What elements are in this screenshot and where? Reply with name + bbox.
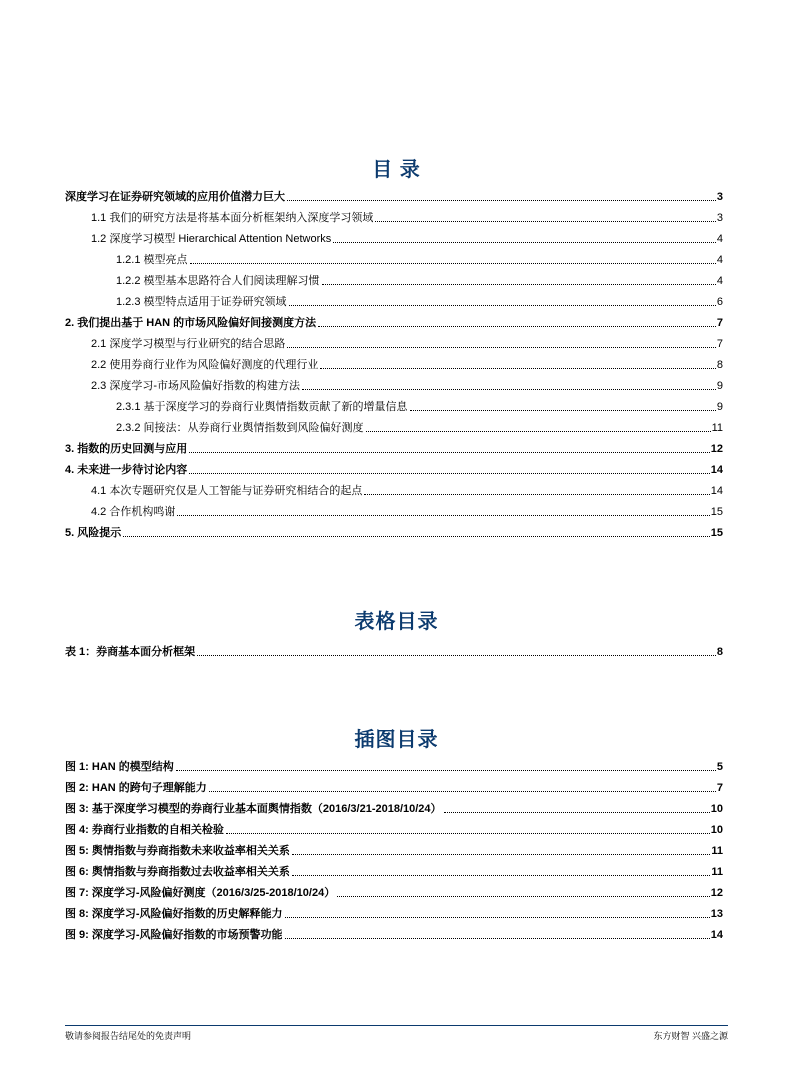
toc-entry[interactable] bbox=[65, 435, 723, 456]
entry-page-number: 10 bbox=[710, 803, 723, 815]
toc-title: 目 录 bbox=[372, 159, 421, 181]
entry-page-number: 9 bbox=[716, 401, 723, 413]
toc-entry[interactable] bbox=[65, 477, 723, 498]
entry-page-number: 5 bbox=[716, 761, 723, 773]
entry-page-number: 7 bbox=[716, 317, 723, 329]
dot-leader bbox=[375, 221, 716, 222]
entry-page-number: 3 bbox=[716, 191, 723, 203]
toc-entry[interactable] bbox=[65, 456, 723, 477]
toc-entry[interactable] bbox=[65, 795, 723, 816]
entry-page-number: 14 bbox=[710, 929, 723, 941]
toc-entry[interactable] bbox=[65, 753, 723, 774]
entry-label: 图 2: HAN 的跨句子理解能力 bbox=[65, 782, 207, 794]
entry-page-number: 13 bbox=[710, 908, 723, 920]
entry-label: 2. 我们提出基于 HAN 的市场风险偏好间接测度方法 bbox=[65, 317, 317, 329]
dot-leader bbox=[189, 452, 710, 453]
entry-page-number: 11 bbox=[711, 866, 723, 878]
dot-leader bbox=[177, 515, 709, 516]
toc-entry[interactable] bbox=[65, 816, 723, 837]
toc-entry[interactable] bbox=[65, 183, 723, 204]
toc-entry[interactable] bbox=[65, 414, 723, 435]
toc-entry[interactable] bbox=[65, 858, 723, 879]
dot-leader bbox=[322, 284, 716, 285]
toc-entry[interactable] bbox=[65, 330, 723, 351]
entry-page-number: 8 bbox=[716, 646, 723, 658]
toc-entry[interactable] bbox=[65, 498, 723, 519]
toc-entry[interactable] bbox=[65, 921, 723, 942]
list-of-figures bbox=[65, 753, 723, 942]
toc-entry[interactable] bbox=[65, 246, 723, 267]
entry-label: 1.1 我们的研究方法是将基本面分析框架纳入深度学习领域 bbox=[91, 212, 374, 224]
entry-page-number: 7 bbox=[716, 782, 723, 794]
entry-label: 图 3: 基于深度学习模型的券商行业基本面舆情指数（2016/3/21-2018/10/24） bbox=[65, 803, 442, 815]
entry-page-number: 4 bbox=[716, 275, 723, 287]
table-of-contents bbox=[65, 183, 723, 540]
toc-entry[interactable] bbox=[65, 288, 723, 309]
dot-leader bbox=[366, 431, 711, 432]
dot-leader bbox=[197, 655, 716, 656]
entry-label: 深度学习在证券研究领域的应用价值潜力巨大 bbox=[65, 191, 285, 203]
entry-page-number: 9 bbox=[716, 380, 723, 392]
toc-entry[interactable] bbox=[65, 393, 723, 414]
toc-entry[interactable] bbox=[65, 879, 723, 900]
dot-leader bbox=[190, 263, 716, 264]
entry-label: 1.2.3 模型特点适用于证券研究领域 bbox=[116, 296, 287, 308]
entry-page-number: 3 bbox=[716, 212, 723, 224]
entry-page-number: 12 bbox=[710, 887, 723, 899]
entry-label: 图 9: 深度学习-风险偏好指数的市场预警功能 bbox=[65, 929, 283, 941]
toc-entry[interactable] bbox=[65, 837, 723, 858]
entry-page-number: 11 bbox=[711, 845, 723, 857]
entry-label: 图 8: 深度学习-风险偏好指数的历史解释能力 bbox=[65, 908, 283, 920]
entry-page-number: 14 bbox=[710, 485, 723, 497]
dot-leader bbox=[287, 347, 716, 348]
dot-leader bbox=[209, 791, 716, 792]
toc-entry[interactable] bbox=[65, 204, 723, 225]
dot-leader bbox=[285, 938, 710, 939]
entry-page-number: 4 bbox=[716, 254, 723, 266]
entry-label: 3. 指数的历史回测与应用 bbox=[65, 443, 188, 455]
entry-label: 2.3.2 间接法：从券商行业舆情指数到风险偏好测度 bbox=[116, 422, 364, 434]
entry-page-number: 6 bbox=[716, 296, 723, 308]
dot-leader bbox=[444, 812, 710, 813]
dot-leader bbox=[226, 833, 710, 834]
entry-label: 1.2.1 模型亮点 bbox=[116, 254, 188, 266]
entry-label: 图 5: 舆情指数与券商指数未来收益率相关关系 bbox=[65, 845, 290, 857]
entry-label: 2.2 使用券商行业作为风险偏好测度的代理行业 bbox=[91, 359, 319, 371]
dot-leader bbox=[292, 854, 710, 855]
entry-label: 2.3 深度学习-市场风险偏好指数的构建方法 bbox=[91, 380, 301, 392]
entry-page-number: 11 bbox=[711, 422, 723, 434]
entry-label: 图 4: 券商行业指数的自相关检验 bbox=[65, 824, 224, 836]
dot-leader bbox=[287, 200, 716, 201]
toc-entry[interactable] bbox=[65, 774, 723, 795]
entry-label: 5. 风险提示 bbox=[65, 527, 122, 539]
entry-label: 4.2 合作机构鸣谢 bbox=[91, 506, 176, 518]
entry-page-number: 12 bbox=[710, 443, 723, 455]
dot-leader bbox=[333, 242, 716, 243]
dot-leader bbox=[337, 896, 710, 897]
tables-title: 表格目录 bbox=[354, 611, 439, 633]
entry-label: 4.1 本次专题研究仅是人工智能与证券研究相结合的起点 bbox=[91, 485, 363, 497]
dot-leader bbox=[364, 494, 709, 495]
entry-page-number: 8 bbox=[716, 359, 723, 371]
toc-entry[interactable] bbox=[65, 372, 723, 393]
entry-label: 4. 未来进一步待讨论内容 bbox=[65, 464, 188, 476]
entry-label: 1.2 深度学习模型 Hierarchical Attention Networks bbox=[91, 233, 332, 245]
entry-page-number: 4 bbox=[716, 233, 723, 245]
toc-entry[interactable] bbox=[65, 519, 723, 540]
list-of-tables bbox=[65, 638, 723, 659]
entry-label: 2.3.1 基于深度学习的券商行业舆情指数贡献了新的增量信息 bbox=[116, 401, 408, 413]
footer-disclaimer: 敬请参阅报告结尾处的免责声明 bbox=[65, 1031, 192, 1041]
dot-leader bbox=[289, 305, 716, 306]
entry-page-number: 14 bbox=[710, 464, 723, 476]
footer-divider bbox=[65, 1025, 728, 1026]
dot-leader bbox=[320, 368, 716, 369]
dot-leader bbox=[292, 875, 710, 876]
toc-entry[interactable] bbox=[65, 267, 723, 288]
dot-leader bbox=[410, 410, 716, 411]
entry-label: 表 1：券商基本面分析框架 bbox=[65, 646, 196, 658]
entry-page-number: 15 bbox=[710, 527, 723, 539]
dot-leader bbox=[176, 770, 716, 771]
entry-page-number: 15 bbox=[710, 506, 723, 518]
entry-page-number: 10 bbox=[710, 824, 723, 836]
footer-slogan: 东方财智 兴盛之源 bbox=[653, 1031, 728, 1041]
dot-leader bbox=[302, 389, 716, 390]
entry-page-number: 7 bbox=[716, 338, 723, 350]
entry-label: 2.1 深度学习模型与行业研究的结合思路 bbox=[91, 338, 286, 350]
dot-leader bbox=[285, 917, 710, 918]
toc-entry[interactable] bbox=[65, 638, 723, 659]
toc-entry[interactable] bbox=[65, 351, 723, 372]
toc-entry[interactable] bbox=[65, 900, 723, 921]
toc-entry[interactable] bbox=[65, 225, 723, 246]
entry-label: 图 7: 深度学习-风险偏好测度（2016/3/25-2018/10/24） bbox=[65, 887, 336, 899]
entry-label: 1.2.2 模型基本思路符合人们阅读理解习惯 bbox=[116, 275, 320, 287]
entry-label: 图 1: HAN 的模型结构 bbox=[65, 761, 174, 773]
dot-leader bbox=[123, 536, 710, 537]
dot-leader bbox=[318, 326, 716, 327]
dot-leader bbox=[189, 473, 710, 474]
toc-entry[interactable] bbox=[65, 309, 723, 330]
figures-title: 插图目录 bbox=[354, 729, 439, 751]
entry-label: 图 6: 舆情指数与券商指数过去收益率相关关系 bbox=[65, 866, 290, 878]
